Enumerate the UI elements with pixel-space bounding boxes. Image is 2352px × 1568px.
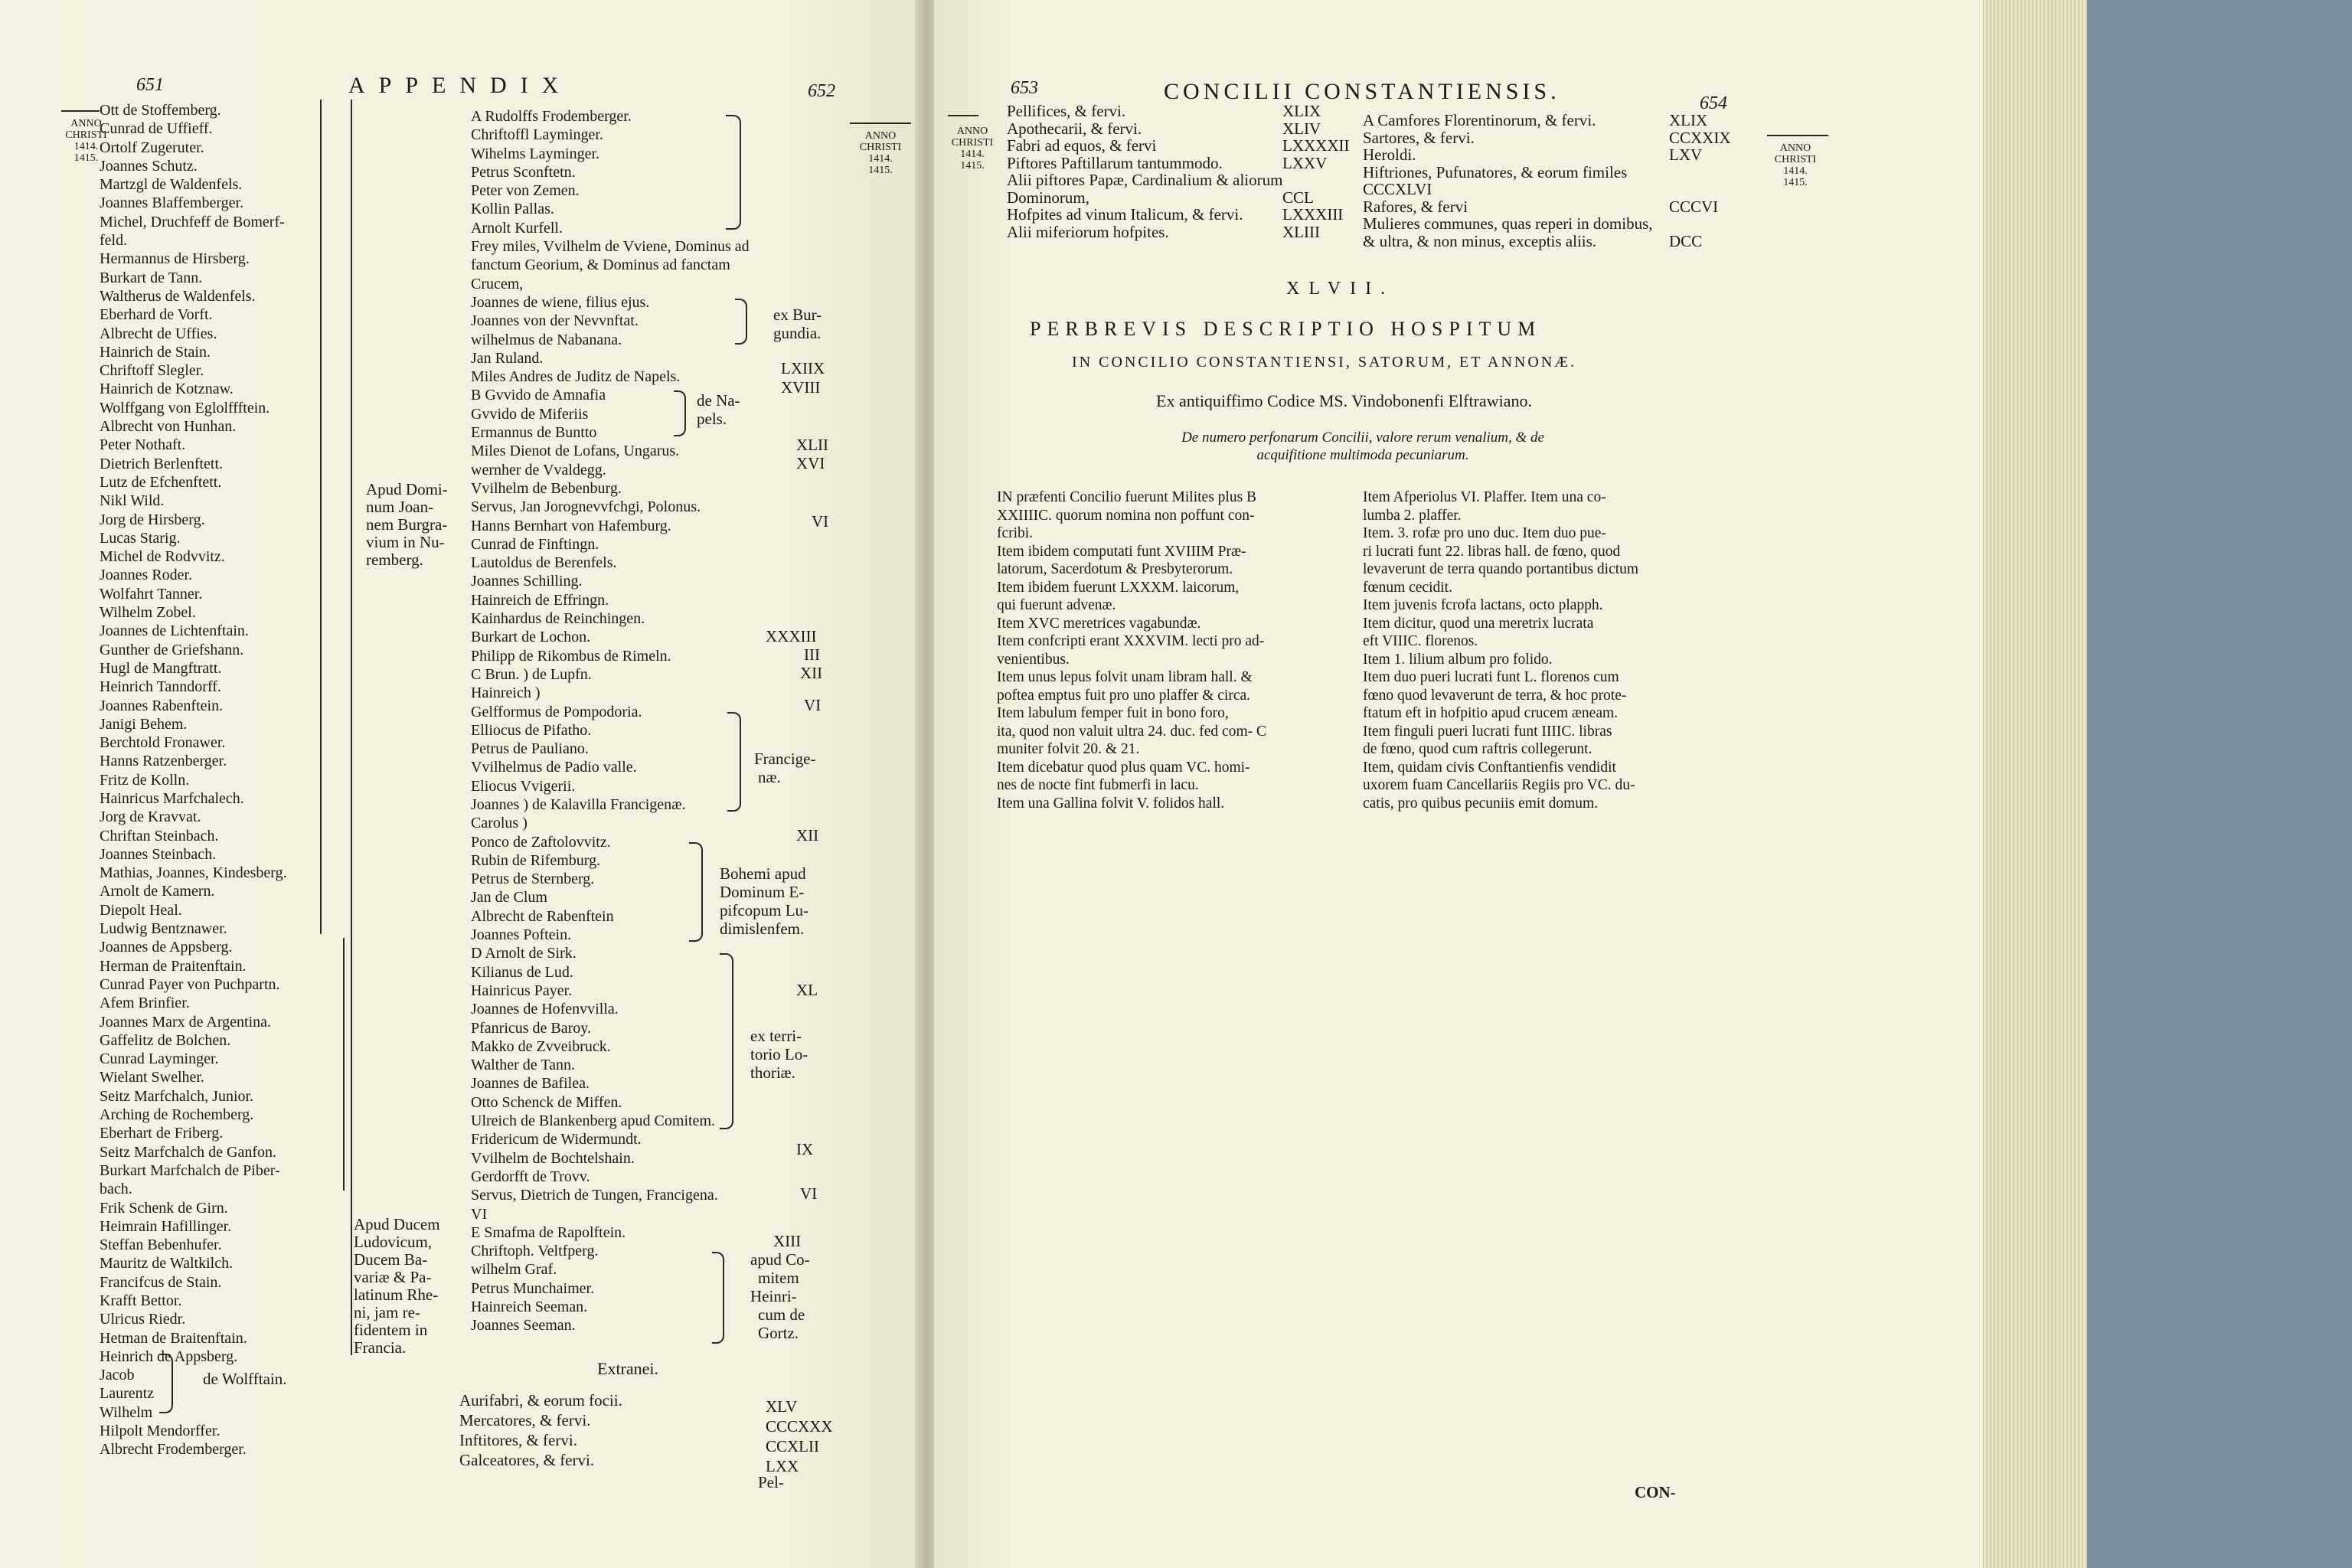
name-entry: Steffan Bebenhufer. <box>100 1236 222 1254</box>
name-entry: Heinrich Tanndorff. <box>100 678 221 696</box>
name-entry: Nikl Wild. <box>100 492 165 510</box>
name-entry: Afem Brinfier. <box>100 995 190 1012</box>
name-entry: Jorg de Hirsberg. <box>100 511 205 528</box>
name-entry: Albrecht von Hunhan. <box>100 418 237 436</box>
margin-label: thoriæ. <box>750 1063 795 1082</box>
trade-entry: Alii piftores Papæ, Cardinalium & aliorum <box>1007 171 1283 189</box>
name-entry: Elliocus de Pifatho. <box>471 721 592 739</box>
name-entry: Joannes ) de Kalavilla Francigenæ. <box>471 795 686 813</box>
text-line: levaverunt de terra quando portantibus dictum <box>1363 561 1639 577</box>
name-entry: Peter Nothaft. <box>100 436 186 454</box>
name-entry: wilhelm Graf. <box>471 1261 557 1279</box>
name-entry: Wihelms Layminger. <box>471 145 600 162</box>
name-entry: Ponco de Zaftolovvitz. <box>471 833 611 851</box>
name-entry: Hetman de Braitenftain. <box>100 1329 247 1347</box>
name-entry: Hanns Bernhart von Hafemburg. <box>471 517 671 534</box>
text-line: Item, quidam civis Conftantienfis vendidit <box>1363 759 1616 776</box>
text-line: ri lucrati funt 22. libras hall. de fœno, quod <box>1363 543 1621 560</box>
section-number: XLVII. <box>1286 279 1395 299</box>
name-entry: Burkart Marfchalch de Piber- <box>100 1161 280 1179</box>
extranei-name: Galceatores, & fervi. <box>459 1451 595 1469</box>
name-entry: Joannes Blaffemberger. <box>100 194 244 212</box>
name-entry: Chriftoff Slegler. <box>100 362 204 380</box>
name-entry: Joannes de Bafilea. <box>471 1075 590 1093</box>
trade-count: CCXXIX <box>1669 128 1731 147</box>
name-entry: Hermannus de Hirsberg. <box>100 250 250 268</box>
margin-label: XLII <box>796 436 828 454</box>
text-line: latorum, Sacerdotum & Presbyterorum. <box>997 561 1233 577</box>
text-line: Item duo pueri lucrati funt L. florenos cum <box>1363 669 1619 685</box>
name-entry: Eberhart de Friberg. <box>100 1125 224 1142</box>
margin-label: VI <box>800 1184 818 1203</box>
name-entry: Eberhard de Vorft. <box>100 306 213 324</box>
name-entry: Albrecht Frodemberger. <box>100 1441 247 1459</box>
bracket-line <box>343 938 345 1191</box>
name-entry: Gvvido de Miferiis <box>471 405 589 423</box>
trade-count: CCL <box>1282 188 1314 207</box>
trade-count: CCCVI <box>1669 197 1719 216</box>
anno-label: ANNO CHRISTI 1414. 1415. <box>951 126 994 172</box>
name-entry: Cunrad Payer von Puchpartn. <box>100 975 280 993</box>
name-entry: Joannes Marx de Argentina. <box>100 1013 272 1031</box>
name-entry: Otto Schenck de Miffen. <box>471 1093 622 1111</box>
margin-label: pels. <box>697 410 727 428</box>
text-line: Item Afperiolus VI. Plaffer. Item una co- <box>1363 489 1606 505</box>
margin-label: VI <box>812 512 829 531</box>
extranei-name: Mercatores, & fervi. <box>459 1411 591 1429</box>
margin-label: ex terri- <box>750 1027 802 1045</box>
name-entry: VI <box>471 1205 488 1223</box>
text-line: fœnum cecidit. <box>1363 579 1452 596</box>
name-entry: Wielant Swelher. <box>100 1069 204 1086</box>
name-entry: Arnolt Kurfell. <box>471 219 563 237</box>
name-entry: Cunrad de Finftingn. <box>471 535 599 553</box>
page-number: 653 <box>1011 78 1038 98</box>
name-entry: Ludwig Bentznawer. <box>100 920 227 938</box>
text-line: Item confcripti erant XXXVIM. lecti pro ad- <box>997 633 1265 649</box>
name-entry: Philipp de Rikombus de Rimeln. <box>471 647 671 665</box>
name-entry: Joannes Roder. <box>100 567 193 584</box>
trade-entry: Pellifices, & fervi. <box>1007 102 1126 120</box>
trade-count: DCC <box>1669 231 1703 250</box>
trade-entry: Fabri ad equos, & fervi <box>1007 136 1157 155</box>
text-line: Item XVC meretrices vagabundæ. <box>997 615 1201 632</box>
name-entry: Vvilhelm de Bebenburg. <box>471 479 622 497</box>
bracket-label: de Wolfftain. <box>203 1370 287 1388</box>
name-entry: Heimrain Hafillinger. <box>100 1217 232 1235</box>
trade-entry: CCCXLVI <box>1363 180 1432 198</box>
text-line: de fœno, quod cum raftris collegerunt. <box>1363 741 1592 757</box>
name-entry: Fridericum de Widermundt. <box>471 1131 642 1148</box>
name-entry: Jan Ruland. <box>471 349 544 367</box>
trade-entry: Apothecarii, & fervi. <box>1007 119 1142 138</box>
page-header: CONCILII CONSTANTIENSIS. <box>1164 79 1560 104</box>
name-entry: wilhelmus de Nabanana. <box>471 331 622 348</box>
name-entry: Hainrich de Kotznaw. <box>100 381 234 398</box>
name-entry: Joannes de Hofenvvilla. <box>471 1001 619 1018</box>
name-entry: Ott de Stoffemberg. <box>100 102 221 119</box>
name-entry: Hanns Ratzenberger. <box>100 753 227 770</box>
name-entry: Joannes Seeman. <box>471 1317 576 1334</box>
margin-label: torio Lo- <box>750 1045 808 1063</box>
name-entry: Laurentz <box>100 1385 155 1403</box>
trade-entry: Sartores, & fervi. <box>1363 128 1475 147</box>
body-column-left <box>997 488 1266 812</box>
name-entry: Wolffgang von Eglolffftein. <box>100 399 270 416</box>
margin-label: XVIII <box>781 378 821 397</box>
name-entry: Hainreich Seeman. <box>471 1298 588 1315</box>
name-entry: Frey miles, Vvilhelm de Vviene, Dominus ad <box>471 238 750 256</box>
name-entry: feld. <box>100 232 128 250</box>
name-entry: Cunrad de Uffieff. <box>100 120 213 138</box>
margin-label: gundia. <box>773 324 822 342</box>
bracket <box>720 953 733 1129</box>
name-entry: Arching de Rochemberg. <box>100 1106 254 1124</box>
name-entry: Hugl de Mangftratt. <box>100 659 222 677</box>
name-entry: Petrus de Sternberg. <box>471 871 595 888</box>
catchword: Pel- <box>758 1473 784 1491</box>
italic-note: De numero perfonarum Concilii, valore rerum venalium, & de acquifitione multimoda pecuniarum. <box>1181 430 1544 463</box>
name-entry: Joannes Rabenftein. <box>100 697 224 714</box>
name-entry: Herman de Praitenftain. <box>100 957 247 975</box>
left-page <box>0 0 919 1568</box>
margin-label: cum de <box>758 1305 805 1324</box>
name-entry: Joannes Schutz. <box>100 157 198 175</box>
name-entry: Ortolf Zugeruter. <box>100 139 204 156</box>
name-entry: Hainreich de Effringn. <box>471 591 609 609</box>
extranei-count: CCCXXX <box>766 1417 833 1436</box>
name-entry: Walther de Tann. <box>471 1057 576 1074</box>
name-entry: fanctum Georium, & Dominus ad fanctam <box>471 256 730 274</box>
name-entry: Crucem, <box>471 275 524 292</box>
name-entry: Fritz de Kolln. <box>100 771 190 789</box>
name-entry: Petrus Munchaimer. <box>471 1279 595 1297</box>
name-entry: Michel de Rodvvitz. <box>100 548 225 566</box>
text-line: nes de nocte fint fubmerfi in lacu. <box>997 777 1199 793</box>
name-entry: Kilianus de Lud. <box>471 963 573 981</box>
apud-ducem-label: Apud Ducem Ludovicum, Ducem Ba- variæ & Pa- latinum Rhe- ni, jam re- fidentem in Francia. <box>354 1215 440 1357</box>
name-entry: B Gvvido de Amnafia <box>471 387 606 404</box>
trade-entry: Heroldi. <box>1363 145 1416 164</box>
name-entry: Vvilhelmus de Padio valle. <box>471 759 637 776</box>
extranei-heading: Extranei. <box>597 1359 659 1378</box>
trade-count: XLIII <box>1282 222 1320 241</box>
margin-label: apud Co- <box>750 1250 810 1269</box>
name-entry: Albrecht de Rabenftein <box>471 907 614 925</box>
name-entry: Hainricus Payer. <box>471 982 573 999</box>
margin-label: XL <box>796 981 818 999</box>
names-column-2 <box>471 107 750 1335</box>
trade-entry: Dominorum, <box>1007 188 1089 207</box>
name-entry: Joannes de wiene, filius ejus. <box>471 293 650 311</box>
source-line: Ex antiquiffimo Codice MS. Vindobonenfi Elftrawiano. <box>1156 391 1532 410</box>
name-entry: Gaffelitz de Bolchen. <box>100 1031 231 1049</box>
margin-label: Heinri- <box>750 1287 797 1305</box>
text-line: qui fuerunt advenæ. <box>997 597 1116 613</box>
name-entry: Joannes von der Nevvnftat. <box>471 312 639 330</box>
name-entry: Eliocus Vvigerii. <box>471 777 576 795</box>
anno-label: ANNO CHRISTI 1414. 1415. <box>1774 142 1817 188</box>
name-entry: Wilhelm Zobel. <box>100 604 196 622</box>
name-entry: Gerdorfft de Trovv. <box>471 1168 590 1185</box>
page-number: 651 <box>136 75 164 95</box>
name-entry: Seitz Marfchalch, Junior. <box>100 1087 254 1105</box>
name-entry: Chriftoffl Layminger. <box>471 126 603 144</box>
trade-entry: Mulieres communes, quas reperi in domibus, <box>1363 214 1653 233</box>
name-entry: Hainreich ) <box>471 684 541 702</box>
catchword: CON- <box>1635 1483 1676 1501</box>
dash-rule <box>61 110 100 112</box>
bracket <box>712 1252 724 1344</box>
text-line: Item juvenis fcrofa lactans, octo plapph. <box>1363 597 1603 613</box>
text-line: Item dicebatur quod plus quam VC. homi- <box>997 759 1250 776</box>
page-header: APPENDIX <box>348 73 573 98</box>
text-line: lumba 2. plaffer. <box>1363 507 1462 524</box>
margin-label: XVI <box>796 454 825 472</box>
text-line: XXIIIIC. quorum nomina non poffunt con- <box>997 507 1255 524</box>
background <box>2082 0 2352 1568</box>
name-entry: E Smafma de Rapolftein. <box>471 1223 626 1241</box>
anno-label: ANNO CHRISTI 1414. 1415. <box>859 130 902 176</box>
name-entry: Hainrich de Stain. <box>100 343 211 361</box>
trade-count: XLIV <box>1282 119 1321 138</box>
name-entry: Servus, Dietrich de Tungen, Francigena. <box>471 1187 718 1204</box>
margin-label: XII <box>800 664 823 682</box>
name-entry: Ulreich de Blankenberg apud Comitem. <box>471 1112 715 1130</box>
text-line: fœno quod levaverunt de terra, & hoc prote- <box>1363 687 1627 704</box>
name-entry: Frik Schenk de Girn. <box>100 1199 228 1217</box>
section-subtitle: IN CONCILIO CONSTANTIENSI, SATORUM, ET ANNONÆ. <box>1072 354 1577 371</box>
dash-rule <box>1767 135 1828 136</box>
name-entry: Krafft Bettor. <box>100 1292 182 1309</box>
name-entry: Jacob <box>100 1367 135 1384</box>
name-entry: Lautoldus de Berenfels. <box>471 554 617 572</box>
name-entry: A Rudolffs Frodemberger. <box>471 108 632 125</box>
text-line: uxorem fuam Cancellariis Regiis pro VC. du- <box>1363 777 1635 793</box>
name-entry: Michel, Druchfeff de Bomerf- <box>100 213 285 230</box>
right-page <box>934 0 1983 1568</box>
margin-label: Francige- <box>754 750 816 768</box>
text-line: ita, quod non valuit ultra 24. duc. fed com- C <box>997 723 1267 740</box>
name-entry: Petrus de Pauliano. <box>471 740 589 758</box>
bracket <box>727 712 741 812</box>
name-entry: Rubin de Rifemburg. <box>471 851 601 869</box>
margin-label: ex Bur- <box>773 305 822 324</box>
margin-label: Dominum E- <box>720 883 805 901</box>
name-entry: C Brun. ) de Lupfn. <box>471 665 592 683</box>
extranei-count: XLV <box>766 1397 798 1416</box>
margin-label: pifcopum Lu- <box>720 901 809 920</box>
name-entry: Janigi Behem. <box>100 715 188 733</box>
text-line: Item. 3. rofæ pro uno duc. Item duo pue- <box>1363 525 1606 541</box>
name-entry: Kainhardus de Reinchingen. <box>471 610 645 628</box>
section-title: PERBREVIS DESCRIPTIO HOSPITUM <box>1030 318 1542 340</box>
body-column-right <box>1363 488 1638 812</box>
margin-label: Gortz. <box>758 1324 799 1342</box>
name-entry: Ermannus de Buntto <box>471 424 597 442</box>
dash-rule <box>948 115 978 116</box>
name-entry: Dietrich Berlenftett. <box>100 455 224 472</box>
text-line: Item ibidem computati funt XVIIIM Præ- <box>997 543 1246 560</box>
margin-label: mitem <box>758 1269 799 1287</box>
text-line: muniter folvit 20. & 21. <box>997 741 1140 757</box>
bracket <box>735 299 747 345</box>
trade-entry: & ultra, & non minus, exceptis aliis. <box>1363 231 1597 250</box>
name-entry: Pfanricus de Baroy. <box>471 1019 591 1037</box>
text-line: poftea emptus fuit pro uno plaffer & circa. <box>997 687 1251 704</box>
trade-count: LXXXIII <box>1282 205 1344 224</box>
trade-entry: Piftores Paftillarum tantummodo. <box>1007 153 1223 172</box>
name-entry: Chriftoph. Veltfperg. <box>471 1243 599 1260</box>
text-line: Item ibidem fuerunt LXXXM. laicorum, <box>997 579 1240 596</box>
text-line: fcribi. <box>997 525 1034 541</box>
bracket <box>159 1354 173 1413</box>
page-number: 652 <box>808 81 835 101</box>
name-entry: Francifcus de Stain. <box>100 1273 222 1291</box>
name-entry: Seitz Marfchalch de Ganfon. <box>100 1143 277 1161</box>
name-entry: Chriftan Steinbach. <box>100 827 219 844</box>
name-entry: Joannes Steinbach. <box>100 845 217 863</box>
name-entry: Martzgl de Waldenfels. <box>100 176 243 194</box>
name-entry: bach. <box>100 1181 132 1198</box>
margin-label: dimislenfem. <box>720 920 805 938</box>
extranei-name: Inftitores, & fervi. <box>459 1431 577 1449</box>
name-entry: Arnolt de Kamern. <box>100 883 215 900</box>
name-entry: Vvilhelm de Bochtelshain. <box>471 1149 635 1167</box>
text-line: Item labulum femper fuit in bono foro, <box>997 705 1229 721</box>
name-entry: Mathias, Joannes, Kindesberg. <box>100 864 287 882</box>
name-entry: Burkart de Lochon. <box>471 629 591 646</box>
name-entry: Wolfahrt Tanner. <box>100 585 203 603</box>
names-column-1 <box>100 101 287 1459</box>
extranei-count: CCXLII <box>766 1437 819 1455</box>
name-entry: Miles Andres de Juditz de Napels. <box>471 368 681 386</box>
name-entry: Wilhelm <box>100 1403 153 1421</box>
column-divider <box>351 100 352 1355</box>
text-line: eft VIIIC. florenos. <box>1363 633 1478 649</box>
name-entry: Carolus ) <box>471 815 528 832</box>
trade-entry: A Camfores Florentinorum, & fervi. <box>1363 111 1596 129</box>
name-entry: Waltherus de Waldenfels. <box>100 287 256 305</box>
apud-label: Apud Domi- num Joan- nem Burgra- vium in Nu- remberg. <box>366 480 448 569</box>
trade-entry: Hiftriones, Pufunatores, & eorum fimiles <box>1363 162 1628 181</box>
text-line: Item dicitur, quod una meretrix lucrata <box>1363 615 1594 632</box>
name-entry: Joannes de Lichtenftain. <box>100 622 249 640</box>
text-line: catis, pro quibus pecuniis emit domum. <box>1363 795 1599 812</box>
margin-label: næ. <box>758 768 781 786</box>
anno-label: ANNO CHRISTI 1414. 1415. <box>65 118 107 164</box>
text-line: Item unus lepus folvit unam libram hall. & <box>997 669 1253 685</box>
margin-label: LXIIX <box>781 359 825 377</box>
name-entry: Peter von Zemen. <box>471 182 580 200</box>
name-entry: Ulricus Riedr. <box>100 1311 186 1328</box>
bracket <box>674 390 686 436</box>
margin-label: XII <box>796 826 819 844</box>
name-entry: Petrus Sconftetn. <box>471 163 576 181</box>
extranei-name: Aurifabri, & eorum focii. <box>459 1391 622 1410</box>
text-line: IN præfenti Concilio fuerunt Milites plus B <box>997 489 1257 505</box>
name-entry: Lucas Starig. <box>100 529 181 547</box>
trade-count: LXXV <box>1282 153 1328 172</box>
text-line: ftatum eft in hofpitio apud crucem æneam. <box>1363 705 1619 721</box>
name-entry: Diepolt Heal. <box>100 901 182 919</box>
text-line: Item una Gallina folvit V. folidos hall. <box>997 795 1225 812</box>
name-entry: Joannes Schilling. <box>471 573 583 590</box>
trade-count: LXXXXII <box>1282 136 1350 155</box>
trade-count: LXV <box>1669 145 1703 164</box>
name-entry: Burkart de Tann. <box>100 269 203 286</box>
text-line: Item finguli pueri lucrati funt IIIIC. libras <box>1363 723 1612 740</box>
page-number: 654 <box>1700 93 1727 113</box>
name-entry: Joannes Poftein. <box>471 926 572 944</box>
bracket <box>726 115 741 230</box>
name-entry: Jorg de Kravvat. <box>100 808 201 826</box>
trade-entry: Alii miferiorum hofpites. <box>1007 222 1169 241</box>
name-entry: Miles Dienot de Lofans, Ungarus. <box>471 443 680 460</box>
extranei-count: LXX <box>766 1457 799 1475</box>
margin-label: Bohemi apud <box>720 864 806 883</box>
bracket-line <box>320 100 322 934</box>
name-entry: Makko de Zvveibruck. <box>471 1037 611 1055</box>
name-entry: Lutz de Efchenftett. <box>100 473 222 491</box>
name-entry: Cunrad Layminger. <box>100 1050 219 1068</box>
page-edges <box>1980 0 2087 1568</box>
name-entry: Joannes de Appsberg. <box>100 939 233 956</box>
trade-count: XLIX <box>1669 111 1708 129</box>
name-entry: Mauritz de Waltkilch. <box>100 1255 234 1272</box>
name-entry: wernher de Vvaldegg. <box>471 461 606 479</box>
margin-label: de Na- <box>697 391 740 410</box>
name-entry: D Arnolt de Sirk. <box>471 945 577 962</box>
text-line: Item 1. lilium album pro folido. <box>1363 651 1553 668</box>
name-entry: Hainricus Marfchalech. <box>100 789 244 807</box>
trade-count: XLIX <box>1282 102 1321 120</box>
trade-entry: Rafores, & fervi <box>1363 197 1468 216</box>
name-entry: Gunther de Griefshann. <box>100 641 244 658</box>
text-line: venientibus. <box>997 651 1070 668</box>
trade-entry: Hofpites ad vinum Italicum, & fervi. <box>1007 205 1243 224</box>
margin-label: VI <box>804 696 822 714</box>
name-entry: Hilpolt Mendorffer. <box>100 1423 220 1440</box>
name-entry: Kollin Pallas. <box>471 201 554 218</box>
bracket <box>689 842 703 942</box>
margin-label: XIII <box>773 1232 802 1250</box>
name-entry: Jan de Clum <box>471 889 547 906</box>
name-entry: Gelfformus de Pompodoria. <box>471 703 642 720</box>
name-entry: Albrecht de Uffies. <box>100 325 217 342</box>
name-entry: Berchtold Fronawer. <box>100 734 226 752</box>
name-entry: Servus, Jan Jorognevvfchgi, Polonus. <box>471 498 701 516</box>
margin-label: XXXIII <box>766 627 817 645</box>
margin-label: IX <box>796 1140 814 1158</box>
name-entry: Heinrich de Appsberg. <box>100 1348 238 1365</box>
dash-rule <box>850 122 911 124</box>
margin-label: III <box>804 645 820 664</box>
